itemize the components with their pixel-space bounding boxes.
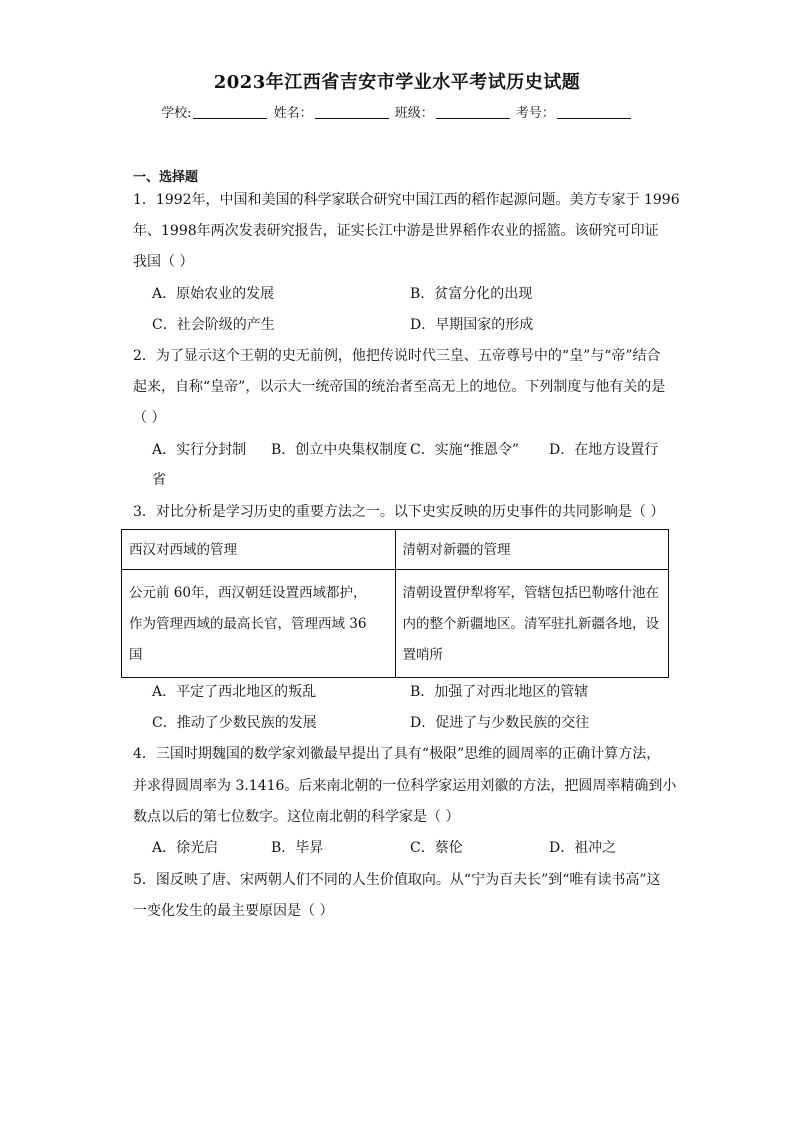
question-2-option-b[interactable]: B．创立中央集权制度 [271,442,408,458]
table-cell-text: 置哨所 [402,647,443,663]
question-2-option-d[interactable]: D．在地方设置行 [549,442,659,458]
question-2-option-d-wrap: 省 [152,472,166,488]
table-header-western-han: 西汉对西域的管理 [122,530,396,570]
exam-title: 2023年江西省吉安市学业水平考试历史试题 [213,72,581,93]
section-heading: 一、选择题 [133,170,199,185]
table-header-qing: 清朝对新疆的管理 [395,530,669,570]
table-cell-text: 公元前 60年，西汉朝廷设置西域都护， [129,585,367,601]
question-2-option-c[interactable]: C．实施“推恩令” [410,442,520,458]
table-cell-text: 清朝设置伊犁将军，管辖包括巴勒喀什池在 [402,585,659,601]
student-info-line [0,102,794,121]
question-3-option-b[interactable]: B．加强了对西北地区的管辖 [410,684,589,700]
question-4-option-d[interactable]: D．祖冲之 [549,840,617,856]
question-1-line-3: 我国（ ） [133,254,194,270]
class-blank[interactable] [436,105,510,119]
exam-number-label: 考号： [515,106,555,121]
question-4-line-3: 数点以后的第七位数字。这位南北朝的科学家是（ ） [133,809,460,825]
question-3-option-c[interactable]: C．推动了少数民族的发展 [152,715,317,731]
school-blank[interactable] [193,105,267,119]
question-2-option-a[interactable]: A．实行分封制 [152,442,247,458]
class-label: 班级： [394,106,434,121]
table-cell-qing [395,570,669,678]
table-cell-text: 内的整个新疆地区。清军驻扎新疆各地，设 [402,616,659,632]
question-1-option-b[interactable]: B．贫富分化的出现 [410,286,533,302]
name-blank[interactable] [315,105,389,119]
name-label: 姓名： [273,106,313,121]
question-1-line-1: 1．1992年，中国和美国的科学家联合研究中国江西的稻作起源问题。美方专家于 1996 [133,192,680,208]
table-cell-text: 作为管理西域的最高长官，管理西域 36 [129,616,367,632]
question-4-line-2: 并求得圆周率为 3.1416。后来南北朝的一位科学家运用刘徽的方法，把圆周率精确到小 [133,778,677,794]
table-cell-western-han [122,570,396,678]
question-4-line-1: 4．三国时期魏国的数学家刘徽最早提出了具有“极限”思维的圆周率的正确计算方法， [133,746,661,762]
table-cell-text: 国 [129,647,143,663]
question-2-line-2: 起来，自称“皇帝”，以示大一统帝国的统治者至高无上的地位。下列制度与他有关的是 [133,379,666,395]
question-5-line-2: 一变化发生的最主要原因是（ ） [133,903,334,919]
question-1-line-2: 年、1998年两次发表研究报告，证实长江中游是世界稻作农业的摇篮。该研究可印证 [133,223,659,239]
question-5-line-1: 5．图反映了唐、宋两朝人们不同的人生价值取向。从“宁为百夫长”到“唯有读书高”这 [133,872,661,888]
question-3-option-a[interactable]: A．平定了西北地区的叛乱 [152,684,317,700]
question-3-line-1: 3．对比分析是学习历史的重要方法之一。以下史实反映的历史事件的共同影响是（ ） [133,504,665,520]
question-3-option-d[interactable]: D．促进了与少数民族的交往 [410,715,590,731]
question-2-line-1: 2．为了显示这个王朝的史无前例，他把传说时代三皇、五帝尊号中的“皇”与“帝”结合 [133,348,661,364]
question-1-option-d[interactable]: D．早期国家的形成 [410,317,534,333]
exam-number-blank[interactable] [557,105,631,119]
school-label: 学校: [161,106,192,121]
comparison-table [121,529,669,678]
question-2-line-3: （ ） [133,410,166,426]
question-4-option-b[interactable]: B．毕昇 [271,840,324,856]
question-1-option-a[interactable]: A．原始农业的发展 [152,286,275,302]
question-4-option-a[interactable]: A．徐光启 [152,840,219,856]
question-1-option-c[interactable]: C．社会阶级的产生 [152,317,275,333]
question-4-option-c[interactable]: C．蔡伦 [410,840,463,856]
